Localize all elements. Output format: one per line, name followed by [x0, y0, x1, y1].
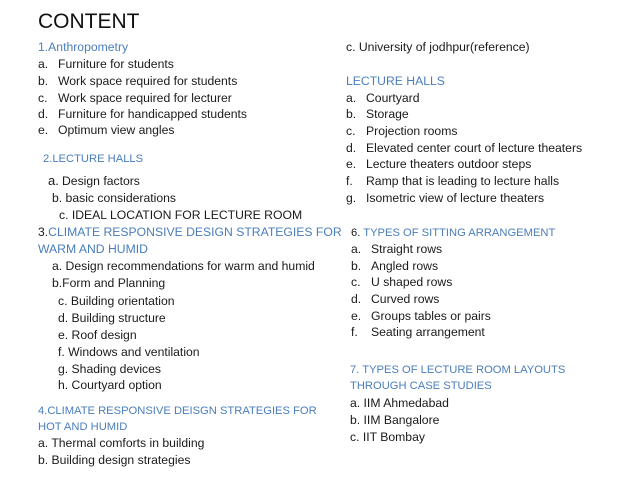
- list-marker: b.: [346, 107, 357, 121]
- section-number: 6.: [351, 227, 361, 239]
- list-item: a. IIM Ahmedabad: [350, 396, 449, 410]
- list-marker: d.: [351, 292, 362, 306]
- list-marker: b.: [351, 259, 362, 273]
- list-item: b.Form and Planning: [52, 276, 166, 290]
- list-item-text: Groups tables or pairs: [371, 309, 491, 323]
- list-item: [346, 156, 531, 172]
- section-3-heading-cont: WARM AND HUMID: [38, 242, 148, 256]
- section-7-heading-cont: THROUGH CASE STUDIES: [350, 380, 492, 392]
- section-number: 3.: [38, 225, 49, 239]
- section-3-heading: [38, 224, 342, 240]
- list-item-text: Storage: [366, 107, 409, 121]
- list-item: e. Roof design: [58, 328, 137, 342]
- list-marker: e.: [346, 157, 357, 171]
- list-item: [346, 190, 544, 206]
- list-item: [38, 73, 237, 89]
- list-marker: d.: [346, 141, 357, 155]
- list-item: [346, 173, 559, 189]
- list-item: g. Shading devices: [58, 362, 161, 376]
- list-item: a. Design recommendations for warm and humid: [52, 259, 315, 273]
- list-marker: g.: [346, 191, 357, 205]
- section-7-heading: 7. TYPES OF LECTURE ROOM LAYOUTS: [350, 364, 566, 376]
- list-marker: c.: [351, 275, 361, 289]
- list-item-text: Isometric view of lecture theaters: [366, 191, 545, 205]
- list-item-text: Work space required for students: [58, 74, 238, 88]
- section-4-heading-cont: HOT AND HUMID: [38, 421, 128, 433]
- list-item-text: Ramp that is leading to lecture halls: [366, 174, 560, 188]
- list-marker: a.: [48, 173, 59, 188]
- list-marker: e.: [38, 123, 49, 137]
- list-item-text: Work space required for lecturer: [58, 91, 232, 105]
- list-item: c. IDEAL LOCATION FOR LECTURE ROOM: [59, 208, 303, 222]
- list-item: [351, 324, 485, 340]
- lecture-halls-heading: LECTURE HALLS: [346, 74, 445, 88]
- list-item: [346, 106, 409, 122]
- list-item-text: Furniture for handicapped students: [58, 107, 248, 121]
- list-item: b. basic considerations: [52, 191, 176, 205]
- list-item-text: Curved rows: [371, 292, 440, 306]
- list-item: [38, 90, 232, 106]
- section-title: TYPES OF SITTING ARRANGEMENT: [363, 227, 556, 239]
- section-1-heading: 1.Anthropometry: [38, 40, 129, 54]
- list-item: [38, 56, 174, 72]
- list-item: [351, 291, 439, 307]
- list-marker: a.: [351, 242, 362, 256]
- list-item-text: Lecture theaters outdoor steps: [366, 157, 532, 171]
- list-item: f. Windows and ventilation: [58, 345, 200, 359]
- list-marker: f.: [351, 325, 358, 339]
- list-marker: b.: [38, 74, 49, 88]
- section-title: CLIMATE RESPONSIVE DESIGN STRATEGIES FOR: [48, 225, 342, 239]
- section-2-heading: 2.LECTURE HALLS: [43, 153, 144, 165]
- list-item-text: U shaped rows: [371, 275, 453, 289]
- list-marker: c.: [346, 124, 356, 138]
- list-item: [346, 123, 457, 139]
- list-item: [351, 241, 442, 257]
- list-item: [48, 173, 140, 189]
- list-marker: d.: [38, 107, 49, 121]
- list-item: c. IIT Bombay: [350, 430, 425, 444]
- reference-line: c. University of jodhpur(reference): [346, 40, 530, 54]
- list-item-text: Design factors: [62, 174, 140, 188]
- list-item: b. Building design strategies: [38, 453, 191, 467]
- list-item-text: Elevated center court of lecture theaters: [366, 141, 583, 155]
- list-item: [351, 258, 438, 274]
- list-item-text: Furniture for students: [58, 57, 174, 71]
- list-marker: a.: [38, 57, 49, 71]
- section-4-heading: 4.CLIMATE RESPONSIVE DEISGN STRATEGIES FOR: [38, 405, 317, 417]
- list-item: a. Thermal comforts in building: [38, 436, 205, 450]
- list-item-text: Seating arrangement: [371, 325, 485, 339]
- list-item-text: Optimum view angles: [58, 123, 175, 137]
- list-item: [38, 106, 247, 122]
- list-item: [351, 308, 491, 324]
- list-item-text: Projection rooms: [366, 124, 458, 138]
- list-item: [346, 140, 582, 156]
- list-marker: c.: [38, 91, 48, 105]
- list-marker: f.: [346, 174, 353, 188]
- list-item: c. Building orientation: [58, 294, 175, 308]
- section-6-heading: [351, 225, 555, 241]
- list-item: h. Courtyard option: [58, 378, 162, 392]
- list-item: [346, 90, 420, 106]
- list-marker: e.: [351, 309, 362, 323]
- list-item: b. IIM Bangalore: [350, 413, 440, 427]
- list-item: d. Building structure: [58, 311, 166, 325]
- list-item-text: Straight rows: [371, 242, 443, 256]
- list-marker: a.: [346, 91, 357, 105]
- list-item: [38, 122, 175, 138]
- list-item: [351, 274, 452, 290]
- list-item-text: Angled rows: [371, 259, 439, 273]
- page-title: CONTENT: [38, 10, 140, 33]
- list-item-text: Courtyard: [366, 91, 420, 105]
